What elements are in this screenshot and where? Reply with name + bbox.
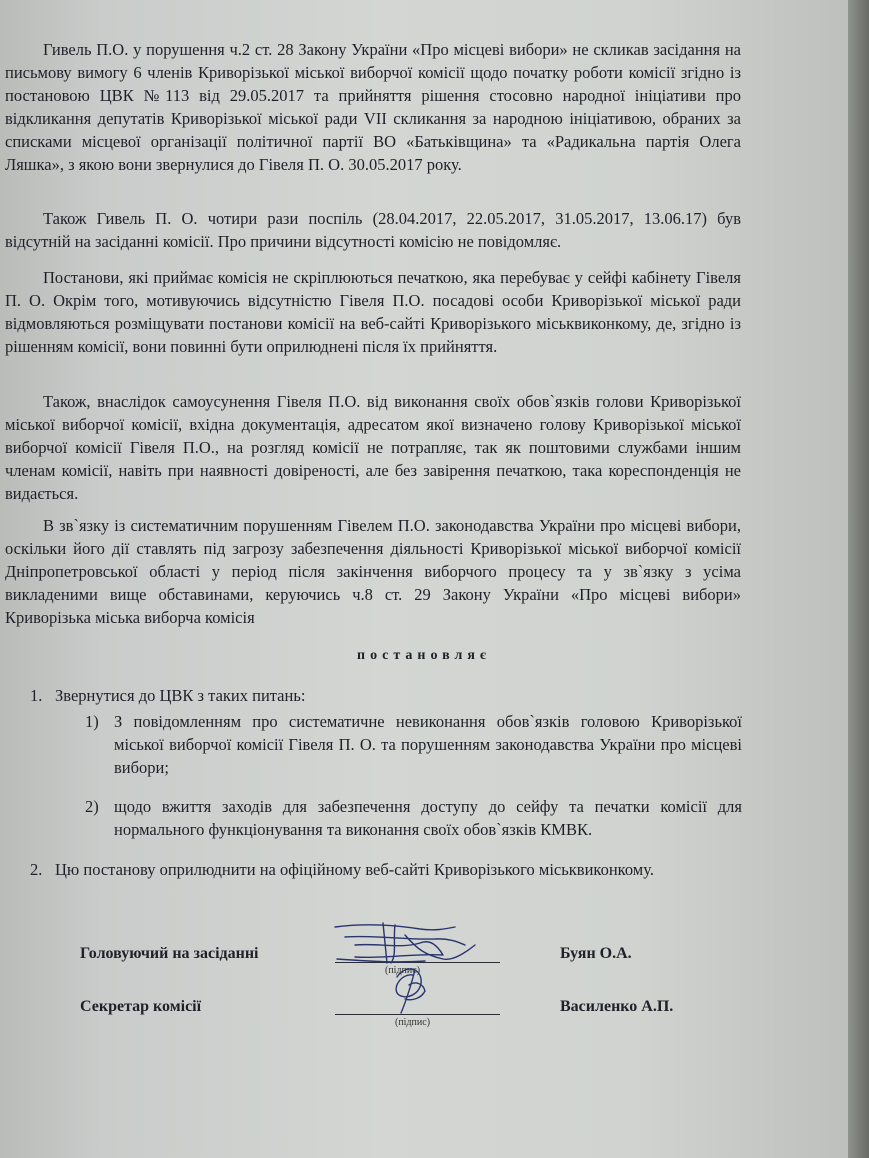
paragraph-3: Постанови, які приймає комісія не скріплюються печаткою, яка перебуває у сейфі кабінету Гівеля П. О. Окрім того, мотивуючись відсутністю Гівеля П.О. посадові особи Криворізької міської ради відмовляються розміщувати постанови комісії на веб-сайті Криворізького міськвиконкому, де, згідно із рішенням комісії, вони повинні бути оприлюднені після їх прийняття. xyxy=(5,268,741,356)
background-edge xyxy=(848,0,869,1158)
signature-caption: (підпис) xyxy=(395,1017,431,1028)
sub-item-text: щодо вжиття заходів для забезпечення доступу до сейфу та печатки комісії для нормального функціонування та виконання своїх обов`язків КМВК. xyxy=(114,797,742,839)
paragraph-4: Також, внаслідок самоусунення Гівеля П.О. від виконання своїх обов`язків голови Криворізької міської виборчої комісії, вхідна документація, адресатом якої визначено голову Криворізької міської виборчої комісії Гівеля П.О., на розгляд комісії не потрапляє, так як поштовими службами іншим членам комісії, навіть при наявності довіреності, але без завірення печаткою, така кореспонденція не видається. xyxy=(5,392,741,503)
signature-role: Секретар комісії xyxy=(80,998,202,1015)
signature-name: Буян О.А. xyxy=(560,945,632,962)
paragraph-5: В зв`язку із систематичним порушенням Гівелем П.О. законодавства України про місцеві вибори, оскільки його дії ставлять під загрозу забезпечення діяльності Криворізької міської виборчої комісії Дніпропетровської області у період після закінчення виборчого процесу та у зв`язку з усіма викладеними вище обставинами, керуючись ч.8 ст. 29 Закону України «Про місцеві вибори» Криворізька міська виборча комісія xyxy=(5,516,741,627)
signature-caption: (підпис) xyxy=(385,965,421,976)
sub-item-text: З повідомленням про систематичне невиконання обов`язків головою Криворізької міської виборчої комісії Гівеля П. О. та порушенням законодавства України про місцеві вибори; xyxy=(114,712,742,777)
list-item-text: Звернутися до ЦВК з таких питань: xyxy=(55,686,306,705)
paragraph-1: Гивель П.О. у порушення ч.2 ст. 28 Закону України «Про місцеві вибори» не скликав засідання на письмову вимогу 6 членів Криворізької міської виборчої комісії щодо початку роботи комісії згідно із постановою ЦВК №113 від 29.05.2017 та прийняття рішення стосовно народної ініціативи про відкликання депутатів Криворізької міської ради VII скликання за народною ініціативою, обраних за списками місцевої організації політичної партії ВО «Батьківщина» та «Радикальна партія Олега Ляшка», з якою вони звернулися до Гівеля П. О. 30.05.2017 року. xyxy=(5,40,741,174)
sub-item-number: 1) xyxy=(85,712,99,731)
resolution-heading: постановляє xyxy=(357,648,491,663)
paragraph-2: Також Гивель П. О. чотири рази поспіль (28.04.2017, 22.05.2017, 31.05.2017, 13.06.17) був відсутній на засіданні комісії. Про причини відсутності комісію не повідомляє. xyxy=(5,209,741,251)
list-item-text: Цю постанову оприлюднити на офіційному веб-сайті Криворізького міськвиконкому. xyxy=(55,860,654,879)
signature-role: Головуючий на засіданні xyxy=(80,945,259,962)
list-item-number: 1. xyxy=(30,686,43,705)
list-item-number: 2. xyxy=(30,860,43,879)
sub-item-number: 2) xyxy=(85,797,99,816)
signature-name: Василенко А.П. xyxy=(560,998,674,1015)
handwritten-signature-icon xyxy=(325,915,495,1025)
